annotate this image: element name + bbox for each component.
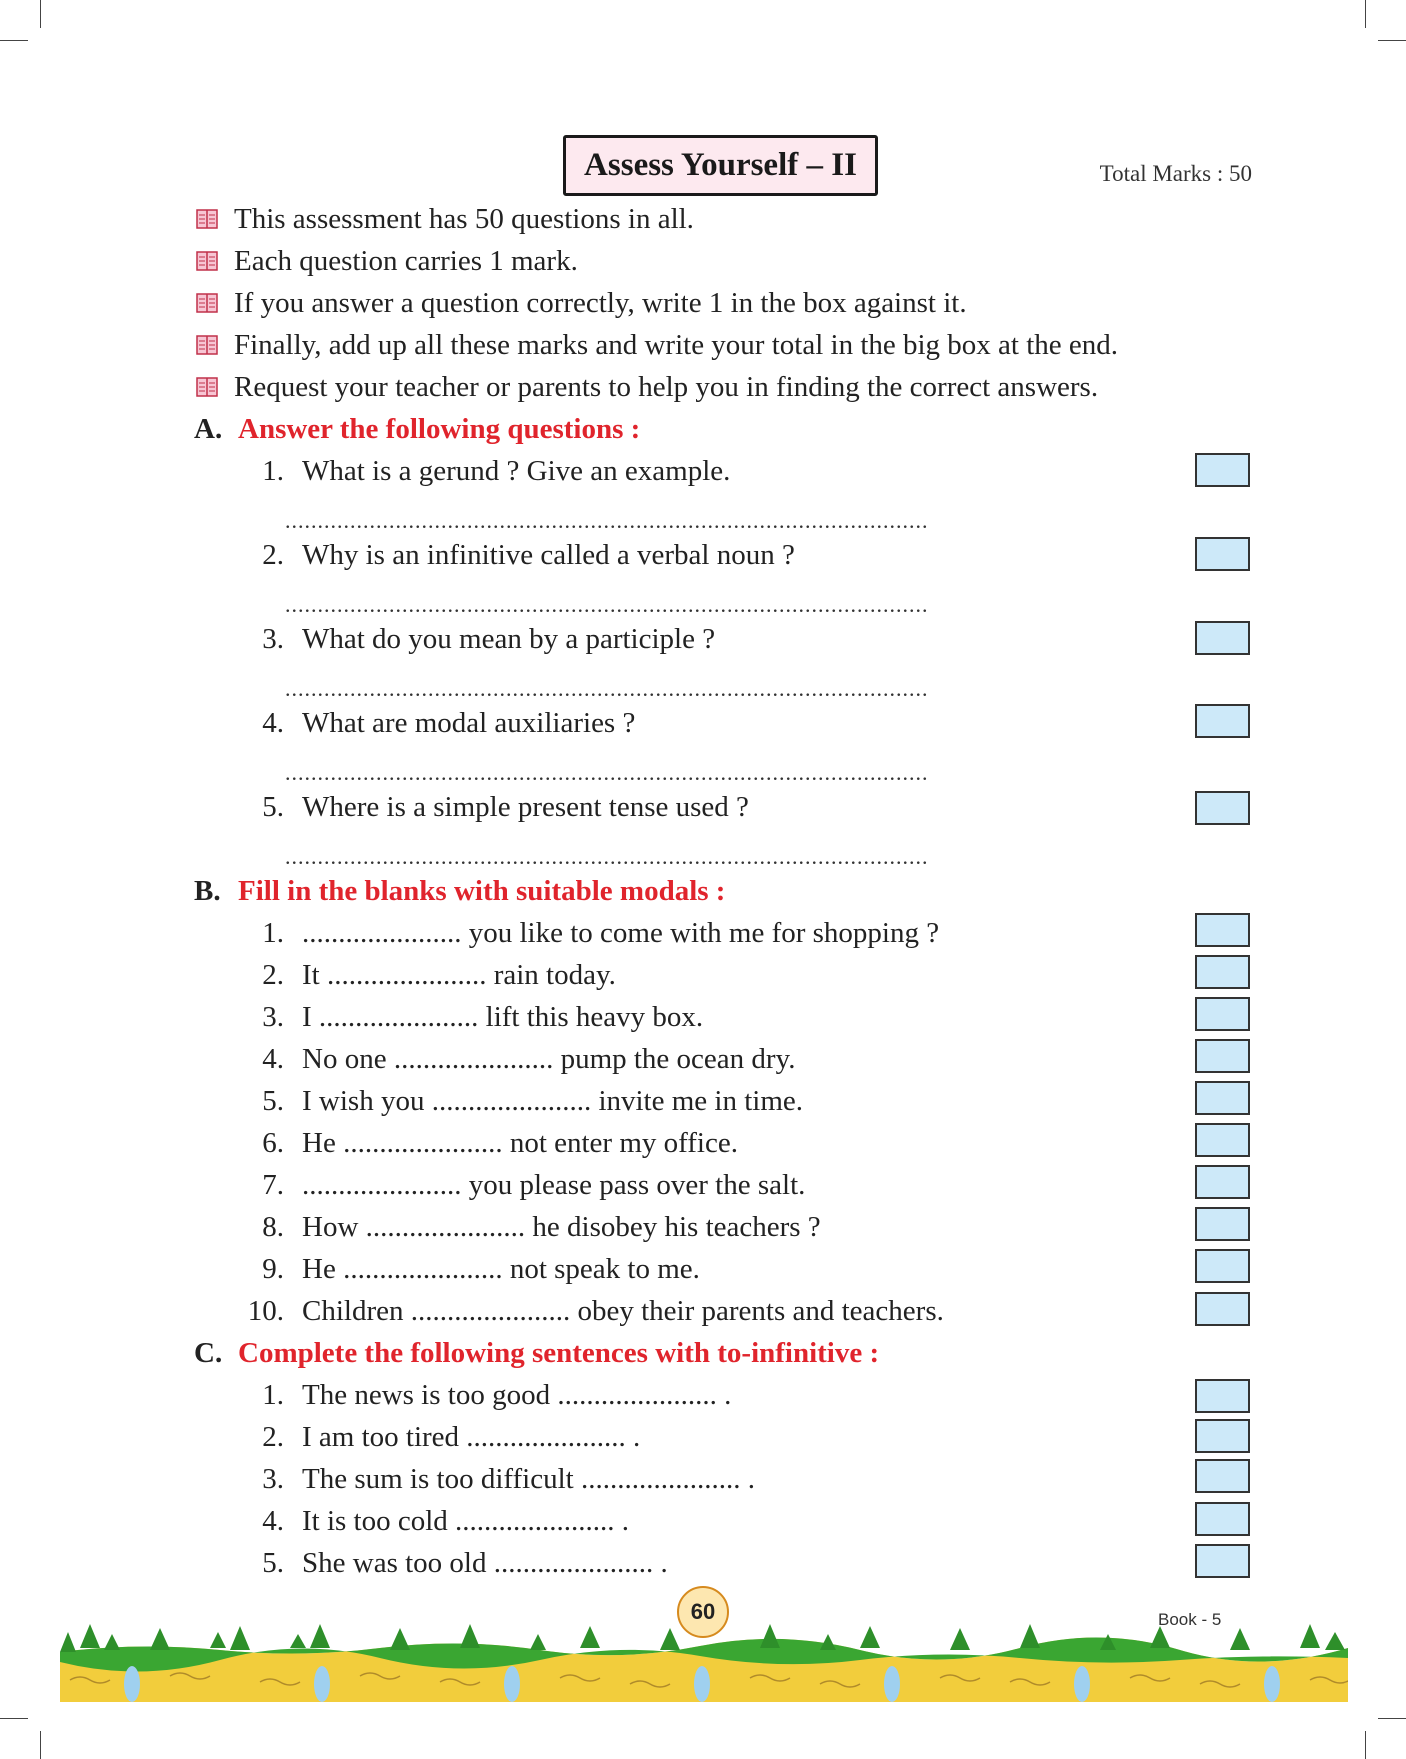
question-item [228,451,730,491]
mark-box[interactable] [1195,1081,1250,1115]
instruction-text: This assessment has 50 questions in all. [234,202,694,235]
question-item [228,1249,700,1289]
mark-box[interactable] [1195,955,1250,989]
mark-box[interactable] [1195,791,1250,825]
book-bullet-icon [194,290,220,316]
question-text: Children ...................... obey their parents and teachers. [302,1294,944,1327]
question-item [228,787,749,827]
instruction-text: Each question carries 1 mark. [234,244,578,277]
question-text: I ...................... lift this heavy box. [302,1000,704,1033]
instruction-item [194,325,1118,365]
question-number: 8. [262,1210,284,1243]
instruction-text: Finally, add up all these marks and write your total in the big box at the end. [234,328,1119,361]
question-number: 1. [262,1378,284,1411]
book-bullet-icon [194,248,220,274]
question-item [228,913,939,953]
question-item [228,703,635,743]
answer-line[interactable]: ................................................................................................... [285,844,929,864]
question-number: 4. [262,1042,284,1075]
crop-mark [40,0,41,28]
question-number: 5. [262,790,284,823]
question-number: 1. [262,916,284,949]
section-b-heading [194,871,725,911]
question-number: 4. [262,706,284,739]
answer-line[interactable]: ................................................................................................... [285,760,929,780]
answer-line[interactable]: ................................................................................................... [285,592,929,612]
question-number: 5. [262,1084,284,1117]
question-text: I am too tired ...................... . [302,1420,641,1453]
question-item [228,1417,640,1457]
question-item [228,1039,795,1079]
question-number: 3. [262,622,284,655]
question-text: No one ...................... pump the ocean dry. [302,1042,796,1075]
page-title: Assess Yourself – II [563,135,878,196]
question-number: 10. [247,1294,284,1327]
question-item [228,535,795,575]
question-text: ...................... you like to come with me for shopping ? [302,916,940,949]
question-text: How ...................... he disobey his teachers ? [302,1210,821,1243]
question-item [228,1501,629,1541]
question-number: 2. [262,1420,284,1453]
section-title: Answer the following questions : [238,412,641,445]
total-marks: Total Marks : 50 [1099,161,1252,186]
section-a-heading [194,409,640,449]
instruction-item [194,367,1098,407]
book-label: Book - 5 [1158,1610,1222,1629]
question-item [228,955,616,995]
mark-box[interactable] [1195,453,1250,487]
instruction-text: Request your teacher or parents to help you in finding the correct answers. [234,370,1099,403]
instruction-item [194,283,967,323]
question-text: It ...................... rain today. [302,958,616,991]
book-bullet-icon [194,332,220,358]
question-number: 9. [262,1252,284,1285]
crop-mark [1378,40,1406,41]
question-text: What are modal auxiliaries ? [302,706,636,739]
mark-box[interactable] [1195,1292,1250,1326]
question-text: Where is a simple present tense used ? [302,790,749,823]
question-item [228,1123,738,1163]
answer-line[interactable]: ................................................................................................... [285,508,929,528]
question-text: It is too cold ...................... . [302,1504,630,1537]
page-number: 60 [677,1586,729,1638]
section-title: Complete the following sentences with to-infinitive : [238,1336,880,1369]
question-number: 2. [262,538,284,571]
mark-box[interactable] [1195,1039,1250,1073]
crop-mark [40,1731,41,1759]
mark-box[interactable] [1195,621,1250,655]
mark-box[interactable] [1195,1165,1250,1199]
crop-mark [0,40,28,41]
mark-box[interactable] [1195,1459,1250,1493]
book-bullet-icon [194,206,220,232]
section-title: Fill in the blanks with suitable modals : [238,874,726,907]
question-text: He ...................... not enter my office. [302,1126,738,1159]
question-item [228,997,703,1037]
instruction-text: If you answer a question correctly, write 1 in the box against it. [234,286,967,319]
mark-box[interactable] [1195,913,1250,947]
crop-mark [1365,1731,1366,1759]
question-text: The sum is too difficult ...................... . [302,1462,755,1495]
answer-line[interactable]: ................................................................................................... [285,676,929,696]
crop-mark [0,1718,28,1719]
question-text: ...................... you please pass over the salt. [302,1168,806,1201]
question-text: The news is too good ...................... . [302,1378,732,1411]
question-text: What do you mean by a participle ? [302,622,716,655]
question-item [228,1165,805,1205]
question-number: 3. [262,1000,284,1033]
question-text: I wish you ...................... invite me in time. [302,1084,804,1117]
question-item [228,1207,821,1247]
mark-box[interactable] [1195,1419,1250,1453]
instruction-item [194,241,578,281]
mark-box[interactable] [1195,1379,1250,1413]
question-number: 2. [262,958,284,991]
section-c-heading [194,1333,879,1373]
question-item [228,1459,755,1499]
question-item [228,619,715,659]
crop-mark [1365,0,1366,28]
section-letter: B. [194,874,221,907]
question-item [228,1375,731,1415]
book-bullet-icon [194,374,220,400]
question-number: 7. [262,1168,284,1201]
section-letter: C. [194,1336,223,1369]
mark-box[interactable] [1195,704,1250,738]
mark-box[interactable] [1195,537,1250,571]
mark-box[interactable] [1195,1544,1250,1578]
question-number: 5. [262,1546,284,1579]
mark-box[interactable] [1195,1207,1250,1241]
question-number: 1. [262,454,284,487]
question-number: 3. [262,1462,284,1495]
question-number: 4. [262,1504,284,1537]
instruction-item [194,199,694,239]
question-text: He ...................... not speak to me. [302,1252,700,1285]
question-text: She was too old ...................... . [302,1546,668,1579]
mark-box[interactable] [1195,1123,1250,1157]
question-text: Why is an infinitive called a verbal noun ? [302,538,795,571]
mark-box[interactable] [1195,1249,1250,1283]
mark-box[interactable] [1195,997,1250,1031]
section-letter: A. [194,412,223,445]
question-number: 6. [262,1126,284,1159]
question-item [228,1291,944,1331]
mark-box[interactable] [1195,1502,1250,1536]
crop-mark [1378,1718,1406,1719]
question-text: What is a gerund ? Give an example. [302,454,731,487]
question-item [228,1081,803,1121]
question-item [228,1543,668,1583]
